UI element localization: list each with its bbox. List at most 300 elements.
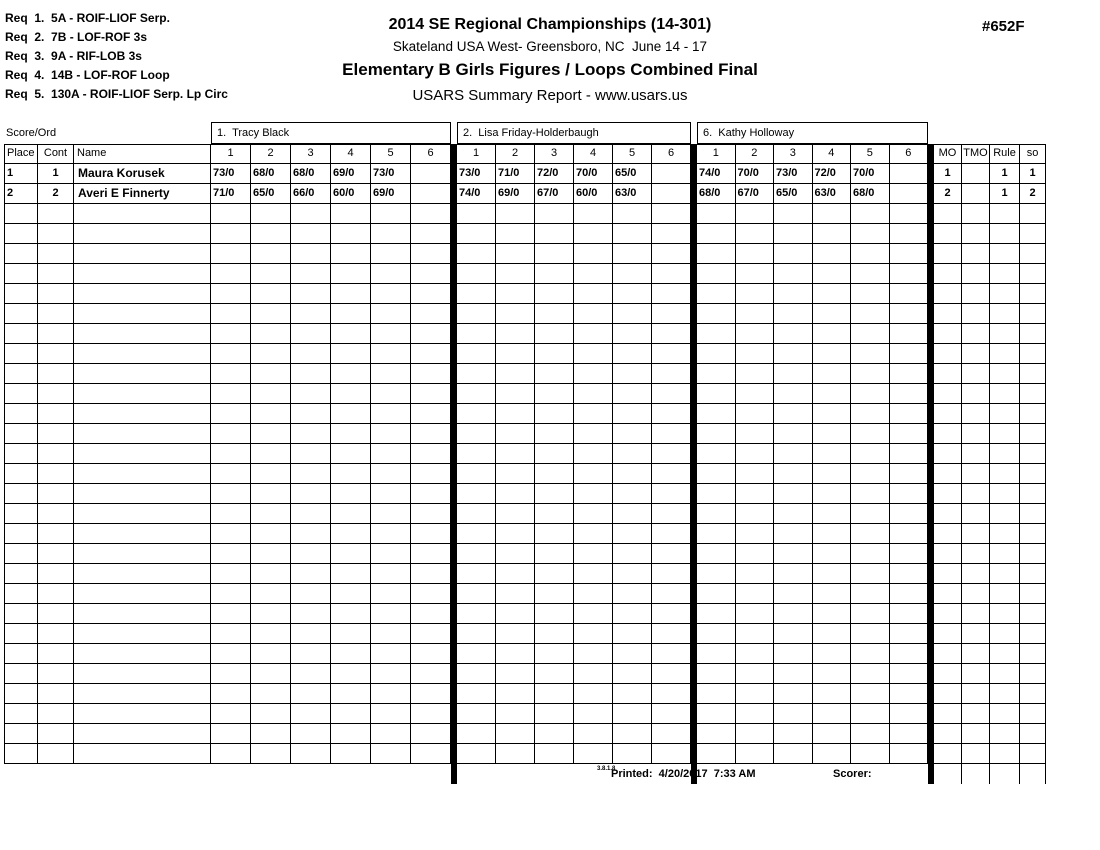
empty-cell (371, 244, 411, 264)
empty-cell (736, 424, 775, 444)
empty-cell (890, 344, 929, 364)
empty-cell (535, 624, 574, 644)
empty-cell (813, 624, 852, 644)
empty-cell (962, 504, 990, 524)
empty-cell (74, 204, 211, 224)
venue-date-line: Skateland USA West- Greensboro, NC June 14 - 17 (392, 39, 708, 54)
empty-cell (535, 384, 574, 404)
empty-cell (211, 564, 251, 584)
empty-cell (411, 524, 451, 544)
empty-cell (371, 684, 411, 704)
empty-cell (331, 644, 371, 664)
empty-cell (291, 724, 331, 744)
empty-cell (813, 724, 852, 744)
empty-cell (331, 244, 371, 264)
empty-cell (934, 204, 962, 224)
report-type-line: USARS Summary Report - www.usars.us (412, 87, 688, 104)
empty-cell (851, 244, 890, 264)
empty-cell (211, 664, 251, 684)
empty-cell (851, 304, 890, 324)
empty-cell (851, 664, 890, 684)
column-header: 2 (736, 144, 775, 164)
empty-cell (535, 704, 574, 724)
empty-cell (211, 244, 251, 264)
empty-cell (774, 304, 813, 324)
empty-cell (574, 344, 613, 364)
empty-cell (574, 324, 613, 344)
empty-cell (535, 364, 574, 384)
empty-cell (457, 584, 496, 604)
empty-cell (496, 344, 535, 364)
empty-cell (496, 324, 535, 344)
empty-cell (371, 664, 411, 684)
empty-cell (697, 484, 736, 504)
empty-cell (371, 504, 411, 524)
empty-cell (38, 704, 74, 724)
empty-cell (613, 344, 652, 364)
empty-cell (934, 584, 962, 604)
empty-cell (1020, 744, 1046, 764)
empty-cell (652, 424, 691, 444)
empty-cell (457, 284, 496, 304)
empty-cell (535, 524, 574, 544)
empty-cell (251, 644, 291, 664)
empty-cell (962, 624, 990, 644)
empty-cell (411, 604, 451, 624)
empty-cell (813, 664, 852, 684)
requirement-line: Req 3. 9A - RIF-LOB 3s (5, 49, 142, 63)
empty-cell (371, 324, 411, 344)
empty-cell (331, 404, 371, 424)
empty-cell (934, 404, 962, 424)
empty-cell (697, 584, 736, 604)
empty-cell (990, 324, 1020, 344)
empty-cell (962, 284, 990, 304)
empty-cell (211, 464, 251, 484)
empty-cell (697, 264, 736, 284)
empty-cell (934, 664, 962, 684)
empty-cell (371, 744, 411, 764)
empty-cell (1020, 684, 1046, 704)
empty-cell (251, 244, 291, 264)
empty-cell (535, 664, 574, 684)
empty-cell (990, 464, 1020, 484)
empty-cell (457, 664, 496, 684)
empty-cell (251, 264, 291, 284)
scorer-label: Scorer: (833, 768, 872, 780)
empty-cell (962, 364, 990, 384)
empty-cell (535, 424, 574, 444)
empty-cell (990, 544, 1020, 564)
empty-cell (774, 564, 813, 584)
empty-cell (411, 664, 451, 684)
empty-cell (736, 564, 775, 584)
empty-cell (211, 604, 251, 624)
data-cell-score: 65/0 (774, 184, 813, 204)
empty-cell (652, 384, 691, 404)
empty-cell (990, 644, 1020, 664)
empty-cell (535, 324, 574, 344)
empty-cell (934, 544, 962, 564)
empty-cell (890, 224, 929, 244)
empty-cell (1020, 624, 1046, 644)
empty-cell (496, 404, 535, 424)
empty-cell (990, 744, 1020, 764)
empty-cell (4, 424, 38, 444)
empty-cell (813, 684, 852, 704)
empty-cell (736, 384, 775, 404)
empty-cell (535, 404, 574, 424)
column-header: 2 (251, 144, 291, 164)
empty-cell (736, 444, 775, 464)
empty-cell (74, 604, 211, 624)
empty-cell (813, 284, 852, 304)
empty-cell (962, 744, 990, 764)
empty-cell (74, 584, 211, 604)
empty-cell (74, 484, 211, 504)
empty-cell (934, 444, 962, 464)
column-header: 1 (457, 144, 496, 164)
column-header: Place (4, 144, 38, 164)
empty-cell (962, 404, 990, 424)
column-header: 4 (331, 144, 371, 164)
column-header: 1 (211, 144, 251, 164)
empty-cell (774, 704, 813, 724)
empty-cell (890, 304, 929, 324)
empty-cell (331, 744, 371, 764)
empty-cell (613, 664, 652, 684)
empty-cell (574, 284, 613, 304)
empty-cell (251, 304, 291, 324)
empty-cell (496, 384, 535, 404)
empty-cell (697, 404, 736, 424)
empty-cell (371, 724, 411, 744)
data-cell-score: 72/0 (813, 164, 852, 184)
empty-cell (1020, 204, 1046, 224)
empty-cell (457, 264, 496, 284)
empty-cell (457, 324, 496, 344)
empty-cell (496, 604, 535, 624)
empty-cell (496, 624, 535, 644)
empty-cell (890, 544, 929, 564)
empty-cell (457, 384, 496, 404)
empty-cell (457, 624, 496, 644)
empty-cell (774, 524, 813, 544)
empty-cell (1020, 444, 1046, 464)
empty-cell (331, 664, 371, 684)
empty-cell (613, 624, 652, 644)
empty-cell (211, 384, 251, 404)
empty-cell (990, 584, 1020, 604)
empty-cell (496, 684, 535, 704)
data-cell-score: 74/0 (697, 164, 736, 184)
empty-cell (1020, 464, 1046, 484)
empty-cell (371, 444, 411, 464)
data-cell-cont: 2 (38, 184, 74, 204)
empty-cell (736, 704, 775, 724)
empty-cell (4, 324, 38, 344)
empty-cell (211, 724, 251, 744)
empty-cell (736, 324, 775, 344)
column-header: Cont (38, 144, 74, 164)
empty-cell (851, 604, 890, 624)
empty-cell (652, 324, 691, 344)
empty-cell (411, 304, 451, 324)
empty-cell (697, 244, 736, 264)
empty-cell (1020, 324, 1046, 344)
empty-cell (813, 384, 852, 404)
empty-cell (74, 664, 211, 684)
empty-cell (1020, 524, 1046, 544)
empty-cell (496, 464, 535, 484)
empty-cell (613, 324, 652, 344)
judge-header: 1. Tracy Black (211, 122, 451, 144)
empty-cell (851, 404, 890, 424)
empty-cell (291, 304, 331, 324)
empty-cell (74, 424, 211, 444)
empty-cell (457, 244, 496, 264)
empty-cell (1020, 304, 1046, 324)
data-cell-score: 70/0 (574, 164, 613, 184)
empty-cell (934, 484, 962, 504)
empty-cell (291, 744, 331, 764)
empty-cell (371, 424, 411, 444)
empty-cell (1020, 704, 1046, 724)
empty-cell (411, 424, 451, 444)
empty-cell (74, 684, 211, 704)
empty-cell (574, 644, 613, 664)
data-cell-score: 66/0 (291, 184, 331, 204)
empty-cell (411, 324, 451, 344)
empty-cell (851, 684, 890, 704)
empty-cell (574, 204, 613, 224)
empty-cell (535, 344, 574, 364)
empty-cell (813, 344, 852, 364)
empty-cell (736, 624, 775, 644)
empty-cell (1020, 664, 1046, 684)
empty-cell (774, 644, 813, 664)
empty-cell (574, 264, 613, 284)
empty-cell (851, 264, 890, 284)
empty-cell (652, 304, 691, 324)
empty-cell (574, 444, 613, 464)
data-cell-tmo (962, 164, 990, 184)
empty-cell (613, 484, 652, 504)
data-cell-score (652, 164, 691, 184)
empty-cell (613, 244, 652, 264)
empty-cell (38, 464, 74, 484)
data-cell-name: Averi E Finnerty (74, 184, 211, 204)
empty-cell (74, 244, 211, 264)
empty-cell (211, 284, 251, 304)
empty-cell (496, 664, 535, 684)
footer-column-line (961, 764, 962, 784)
empty-cell (331, 564, 371, 584)
empty-cell (613, 384, 652, 404)
empty-cell (613, 464, 652, 484)
empty-cell (371, 464, 411, 484)
empty-cell (813, 444, 852, 464)
empty-cell (251, 424, 291, 444)
empty-cell (652, 544, 691, 564)
empty-cell (211, 404, 251, 424)
empty-cell (4, 244, 38, 264)
empty-cell (890, 664, 929, 684)
empty-cell (574, 704, 613, 724)
data-cell-place: 1 (4, 164, 38, 184)
empty-cell (457, 444, 496, 464)
empty-cell (4, 384, 38, 404)
empty-cell (371, 344, 411, 364)
footer-column-line (1019, 764, 1020, 784)
empty-cell (411, 384, 451, 404)
data-cell-so: 2 (1020, 184, 1046, 204)
empty-cell (496, 644, 535, 664)
empty-cell (890, 604, 929, 624)
data-cell-score: 60/0 (574, 184, 613, 204)
empty-cell (371, 644, 411, 664)
empty-cell (38, 304, 74, 324)
empty-cell (74, 284, 211, 304)
empty-cell (736, 364, 775, 384)
empty-cell (1020, 564, 1046, 584)
data-cell-score: 70/0 (851, 164, 890, 184)
empty-cell (331, 384, 371, 404)
data-cell-so: 1 (1020, 164, 1046, 184)
empty-cell (211, 304, 251, 324)
empty-cell (291, 364, 331, 384)
empty-cell (331, 324, 371, 344)
empty-cell (851, 704, 890, 724)
empty-cell (962, 444, 990, 464)
empty-cell (851, 364, 890, 384)
empty-cell (934, 464, 962, 484)
empty-cell (331, 264, 371, 284)
empty-cell (211, 524, 251, 544)
empty-cell (251, 704, 291, 724)
empty-cell (74, 304, 211, 324)
empty-cell (574, 564, 613, 584)
empty-cell (371, 524, 411, 544)
empty-cell (457, 564, 496, 584)
empty-cell (652, 664, 691, 684)
empty-cell (291, 644, 331, 664)
column-header: Name (74, 144, 211, 164)
empty-cell (813, 744, 852, 764)
empty-cell (574, 404, 613, 424)
empty-cell (736, 724, 775, 744)
data-cell-score: 73/0 (371, 164, 411, 184)
footer-column-line (989, 764, 990, 784)
empty-cell (652, 524, 691, 544)
event-number: #652F (982, 18, 1025, 35)
empty-cell (4, 664, 38, 684)
empty-cell (774, 284, 813, 304)
empty-cell (4, 304, 38, 324)
empty-cell (457, 364, 496, 384)
empty-cell (613, 744, 652, 764)
data-cell-rule: 1 (990, 164, 1020, 184)
column-header: 2 (496, 144, 535, 164)
empty-cell (251, 624, 291, 644)
column-header: 6 (652, 144, 691, 164)
empty-cell (535, 544, 574, 564)
empty-cell (990, 244, 1020, 264)
empty-cell (371, 304, 411, 324)
empty-cell (990, 504, 1020, 524)
empty-cell (990, 724, 1020, 744)
empty-cell (211, 204, 251, 224)
empty-cell (890, 744, 929, 764)
requirement-line: Req 5. 130A - ROIF-LIOF Serp. Lp Circ (5, 87, 228, 101)
empty-cell (1020, 224, 1046, 244)
empty-cell (371, 364, 411, 384)
empty-cell (457, 604, 496, 624)
empty-cell (74, 444, 211, 464)
column-header: 4 (574, 144, 613, 164)
empty-cell (496, 244, 535, 264)
empty-cell (736, 584, 775, 604)
empty-cell (496, 484, 535, 504)
empty-cell (934, 724, 962, 744)
empty-cell (371, 604, 411, 624)
empty-cell (890, 684, 929, 704)
requirement-line: Req 1. 5A - ROIF-LIOF Serp. (5, 11, 170, 25)
data-cell-score (652, 184, 691, 204)
empty-cell (251, 684, 291, 704)
empty-cell (851, 384, 890, 404)
empty-cell (990, 664, 1020, 684)
empty-cell (962, 664, 990, 684)
empty-cell (38, 364, 74, 384)
empty-cell (774, 444, 813, 464)
empty-cell (331, 364, 371, 384)
empty-cell (291, 604, 331, 624)
data-cell-score: 70/0 (736, 164, 775, 184)
empty-cell (496, 564, 535, 584)
empty-cell (211, 444, 251, 464)
empty-cell (990, 264, 1020, 284)
empty-cell (291, 264, 331, 284)
data-cell-score: 68/0 (291, 164, 331, 184)
empty-cell (74, 504, 211, 524)
empty-cell (736, 744, 775, 764)
empty-cell (291, 664, 331, 684)
empty-cell (535, 564, 574, 584)
empty-cell (331, 344, 371, 364)
data-cell-score: 68/0 (251, 164, 291, 184)
empty-cell (331, 524, 371, 544)
empty-cell (990, 704, 1020, 724)
data-cell-score (890, 164, 929, 184)
empty-cell (74, 464, 211, 484)
empty-cell (371, 404, 411, 424)
empty-cell (74, 704, 211, 724)
empty-cell (851, 484, 890, 504)
empty-cell (457, 404, 496, 424)
empty-cell (813, 544, 852, 564)
empty-cell (774, 724, 813, 744)
empty-cell (697, 564, 736, 584)
empty-cell (813, 464, 852, 484)
empty-cell (697, 684, 736, 704)
empty-cell (331, 724, 371, 744)
data-cell-score: 72/0 (535, 164, 574, 184)
empty-cell (652, 504, 691, 524)
empty-cell (211, 224, 251, 244)
empty-cell (990, 424, 1020, 444)
empty-cell (4, 364, 38, 384)
